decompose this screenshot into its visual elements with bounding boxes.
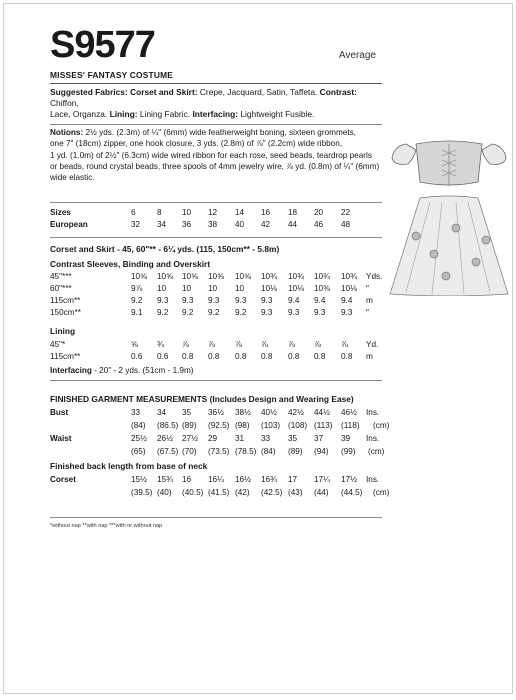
table-cell: 10⅝ <box>235 272 251 281</box>
corset-skirt-yardage: Corset and Skirt - 45, 60"** - 6¼ yds. (115, 150cm** - 5.8m) <box>50 244 280 254</box>
table-cell: 38½ <box>235 408 251 417</box>
row-label: Corset <box>50 475 76 484</box>
interfacing-yardage-text: - 20" - 2 yds. (51cm - 1.9m) <box>91 366 194 375</box>
notions-line4: or beads, round crystal beads, three spools of 4mm jewelry wire, ⅞ yd. (0.8m) of ¼" (6mm) <box>50 161 380 171</box>
table-cell: 31 <box>235 434 245 443</box>
table-cell: 10⅛ <box>288 284 304 293</box>
table-cell: 26½ <box>157 434 173 443</box>
table-cell: 16¼ <box>208 475 224 484</box>
table-cell: ⅝ <box>131 340 138 349</box>
table-cell: 9.3 <box>288 308 300 317</box>
table-cell: 44 <box>288 220 298 229</box>
table-cell: 25½ <box>131 434 147 443</box>
table-cell: 6 <box>131 208 136 217</box>
table-cell: ⅞ <box>314 340 321 349</box>
suggested-fabrics <box>50 87 382 125</box>
notions <box>50 127 382 183</box>
table-cell: 10¾ <box>314 272 330 281</box>
table-cell: 10⅝ <box>208 272 224 281</box>
table-cell: 9.3 <box>261 296 273 305</box>
table-cell: 10⅜ <box>314 284 330 293</box>
table-cell: (39.5) <box>131 488 153 497</box>
table-cell: 16 <box>182 475 192 484</box>
bodice-sketch <box>392 141 506 186</box>
table-cell: 9.3 <box>182 296 194 305</box>
table-cell: (44.5) <box>341 488 363 497</box>
notions-label: Notions: <box>50 128 84 137</box>
table-cell: 9.2 <box>208 308 220 317</box>
table-cell: 9.3 <box>157 296 169 305</box>
finished-measurements-title: FINISHED GARMENT MEASUREMENTS (Includes Design and Wearing Ease) <box>50 394 354 404</box>
row-label: 115cm** <box>50 296 81 305</box>
table-cell: 0.8 <box>288 352 300 361</box>
row-label: 45"*** <box>50 272 72 281</box>
pattern-envelope-back <box>3 3 513 694</box>
row-label: European <box>50 220 88 229</box>
notions-line5: wide elastic. <box>50 173 95 183</box>
table-cell: (41.5) <box>208 488 230 497</box>
table-cell: 40½ <box>261 408 277 417</box>
table-cell: 0.8 <box>182 352 194 361</box>
table-cell: 0.8 <box>235 352 247 361</box>
fabrics-line2: Lace, Organza. <box>50 109 110 119</box>
table-cell: 16½ <box>235 475 251 484</box>
row-label: Waist <box>50 434 72 443</box>
table-cell: 18 <box>288 208 298 217</box>
table-cell: 38 <box>208 220 218 229</box>
divider <box>50 202 382 203</box>
table-cell: (40) <box>157 488 172 497</box>
costume-illustration <box>386 136 512 296</box>
table-cell: 0.8 <box>208 352 220 361</box>
table-cell: 16¾ <box>261 475 277 484</box>
fabrics-text: Crepe, Jacquard, Satin, Taffeta. <box>197 87 320 97</box>
table-cell: ⅞ <box>208 340 215 349</box>
notions-line1: 2½ yds. (2.3m) of ¼" (6mm) wide featherweight boning, sixteen grommets, <box>83 128 356 137</box>
unit-label: m <box>366 296 373 305</box>
pattern-number: S9577 <box>50 24 155 66</box>
divider <box>50 237 382 238</box>
table-cell: 10 <box>157 284 167 293</box>
table-cell: 9.2 <box>235 308 247 317</box>
lining-label: Lining: <box>109 109 138 119</box>
table-cell: 9.3 <box>314 308 326 317</box>
footnote: *without nap **with nap ***with or without nap <box>50 523 163 529</box>
divider <box>50 380 382 381</box>
unit-label: (cm) <box>368 447 385 456</box>
table-cell: 33 <box>261 434 271 443</box>
table-cell: 33 <box>131 408 141 417</box>
table-cell: 17 <box>288 475 298 484</box>
table-cell: (70) <box>182 447 197 456</box>
table-cell: 9.2 <box>182 308 194 317</box>
table-cell: 9.2 <box>131 296 143 305</box>
interfacing-yardage <box>50 366 194 375</box>
table-cell: 27½ <box>182 434 198 443</box>
row-label: Bust <box>50 408 69 417</box>
table-cell: 36 <box>182 220 192 229</box>
table-cell: 32 <box>131 220 141 229</box>
table-cell: 10 <box>208 284 218 293</box>
interfacing-label: Interfacing: <box>192 109 239 119</box>
table-cell: 9⅞ <box>131 284 143 293</box>
table-cell: (86.5) <box>157 421 179 430</box>
table-cell: (65) <box>131 447 146 456</box>
table-cell: 10¾ <box>288 272 304 281</box>
table-cell: (67.5) <box>157 447 179 456</box>
table-cell: (44) <box>314 488 329 497</box>
table-cell: 15¾ <box>157 475 173 484</box>
table-cell: 37 <box>314 434 324 443</box>
table-cell: 9.4 <box>314 296 326 305</box>
table-cell: (103) <box>261 421 281 430</box>
table-cell: (94) <box>314 447 329 456</box>
table-cell: 0.6 <box>157 352 169 361</box>
table-cell: 9.2 <box>157 308 169 317</box>
table-cell: ⅞ <box>235 340 242 349</box>
table-cell: 10 <box>182 208 192 217</box>
table-cell: 17¼ <box>314 475 330 484</box>
unit-label: Ins. <box>366 434 380 443</box>
contrast-label: Contrast: <box>319 87 357 97</box>
table-cell: 14 <box>235 208 245 217</box>
table-cell: 48 <box>341 220 351 229</box>
table-cell: 10⅛ <box>261 284 277 293</box>
table-cell: ¾ <box>157 340 164 349</box>
table-cell: (89) <box>182 421 197 430</box>
table-cell: 10 <box>182 284 192 293</box>
difficulty-label: Average <box>338 50 376 61</box>
table-cell: (42) <box>235 488 250 497</box>
table-cell: 0.6 <box>131 352 143 361</box>
contrast-section-title: Contrast Sleeves, Binding and Overskirt <box>50 259 211 269</box>
table-cell: 39 <box>341 434 351 443</box>
table-cell: 44½ <box>314 408 330 417</box>
unit-label: Yds. <box>366 272 383 281</box>
contrast-text: Chiffon, <box>50 98 79 108</box>
table-cell: (78.5) <box>235 447 257 456</box>
table-cell: 10⅛ <box>341 284 357 293</box>
table-cell: 15½ <box>131 475 147 484</box>
unit-label: Yd. <box>366 340 379 349</box>
table-cell: 10¾ <box>341 272 357 281</box>
table-cell: ⅞ <box>341 340 348 349</box>
unit-label: " <box>366 284 369 293</box>
unit-label: (cm) <box>373 421 390 430</box>
table-cell: 9.3 <box>261 308 273 317</box>
table-cell: 42 <box>261 220 271 229</box>
unit-label: Ins. <box>366 408 380 417</box>
pattern-title: MISSES' FANTASY COSTUME <box>50 70 382 84</box>
table-cell: 9.4 <box>341 296 353 305</box>
title-block <box>50 70 382 125</box>
table-cell: 20 <box>314 208 324 217</box>
table-cell: 10 <box>235 284 245 293</box>
unit-label: " <box>366 308 369 317</box>
table-cell: 46 <box>314 220 324 229</box>
table-cell: (118) <box>341 421 360 430</box>
table-cell: (108) <box>288 421 308 430</box>
table-cell: 10⅝ <box>182 272 198 281</box>
fabrics-label: Suggested Fabrics: Corset and Skirt: <box>50 87 198 97</box>
table-cell: (84) <box>131 421 146 430</box>
row-label: Sizes <box>50 208 71 217</box>
table-cell: 8 <box>157 208 162 217</box>
row-label: 115cm** <box>50 352 81 361</box>
table-cell: (73.5) <box>208 447 230 456</box>
table-cell: 10¾ <box>261 272 277 281</box>
interfacing-yardage-label: Interfacing <box>50 366 92 375</box>
interfacing-text: Lightweight Fusible. <box>238 109 315 119</box>
table-cell: 34 <box>157 408 167 417</box>
notions-line2: one 7" (18cm) zipper, one hook closure, 3 yds. (2.8m) of ⅞" (2.2cm) wide ribbon, <box>50 139 343 149</box>
table-cell: (99) <box>341 447 356 456</box>
table-cell: 35 <box>288 434 298 443</box>
row-label: 60"*** <box>50 284 72 293</box>
skirt-sketch <box>390 196 508 296</box>
table-cell: (92.5) <box>208 421 230 430</box>
back-length-title: Finished back length from base of neck <box>50 461 208 471</box>
unit-label: Ins. <box>366 475 380 484</box>
table-cell: ⅞ <box>288 340 295 349</box>
table-cell: 9.3 <box>341 308 353 317</box>
table-cell: (89) <box>288 447 303 456</box>
table-cell: 40 <box>235 220 245 229</box>
table-cell: 10⅝ <box>157 272 173 281</box>
table-cell: 0.8 <box>261 352 273 361</box>
table-cell: (84) <box>261 447 276 456</box>
table-cell: ⅞ <box>182 340 189 349</box>
table-cell: 46½ <box>341 408 357 417</box>
table-cell: 0.8 <box>314 352 326 361</box>
table-cell: 29 <box>208 434 218 443</box>
table-cell: 12 <box>208 208 218 217</box>
row-label: 45"* <box>50 340 66 349</box>
row-label: 150cm** <box>50 308 81 317</box>
table-cell: 42½ <box>288 408 304 417</box>
table-cell: (98) <box>235 421 250 430</box>
table-cell: 0.8 <box>341 352 353 361</box>
table-cell: 35 <box>182 408 192 417</box>
table-cell: 9.1 <box>131 308 143 317</box>
notions-line3: 1 yd. (1.0m) of 2½" (6.3cm) wide wired ribbon for each rose, seed beads, teardrop pearls <box>50 150 372 160</box>
table-cell: 22 <box>341 208 351 217</box>
table-cell: (40.5) <box>182 488 204 497</box>
unit-label: m <box>366 352 373 361</box>
table-cell: 16 <box>261 208 271 217</box>
table-cell: 9.3 <box>208 296 220 305</box>
table-cell: ⅞ <box>261 340 268 349</box>
table-cell: (42.5) <box>261 488 283 497</box>
table-cell: (113) <box>314 421 333 430</box>
table-cell: 9.3 <box>235 296 247 305</box>
unit-label: (cm) <box>373 488 390 497</box>
table-cell: 34 <box>157 220 167 229</box>
lining-section-title: Lining <box>50 326 76 336</box>
table-cell: 10⅝ <box>131 272 147 281</box>
divider <box>50 517 382 518</box>
table-cell: (43) <box>288 488 303 497</box>
table-cell: 17½ <box>341 475 357 484</box>
table-cell: 9.4 <box>288 296 300 305</box>
table-cell: 36½ <box>208 408 224 417</box>
lining-text: Lining Fabric. <box>137 109 193 119</box>
